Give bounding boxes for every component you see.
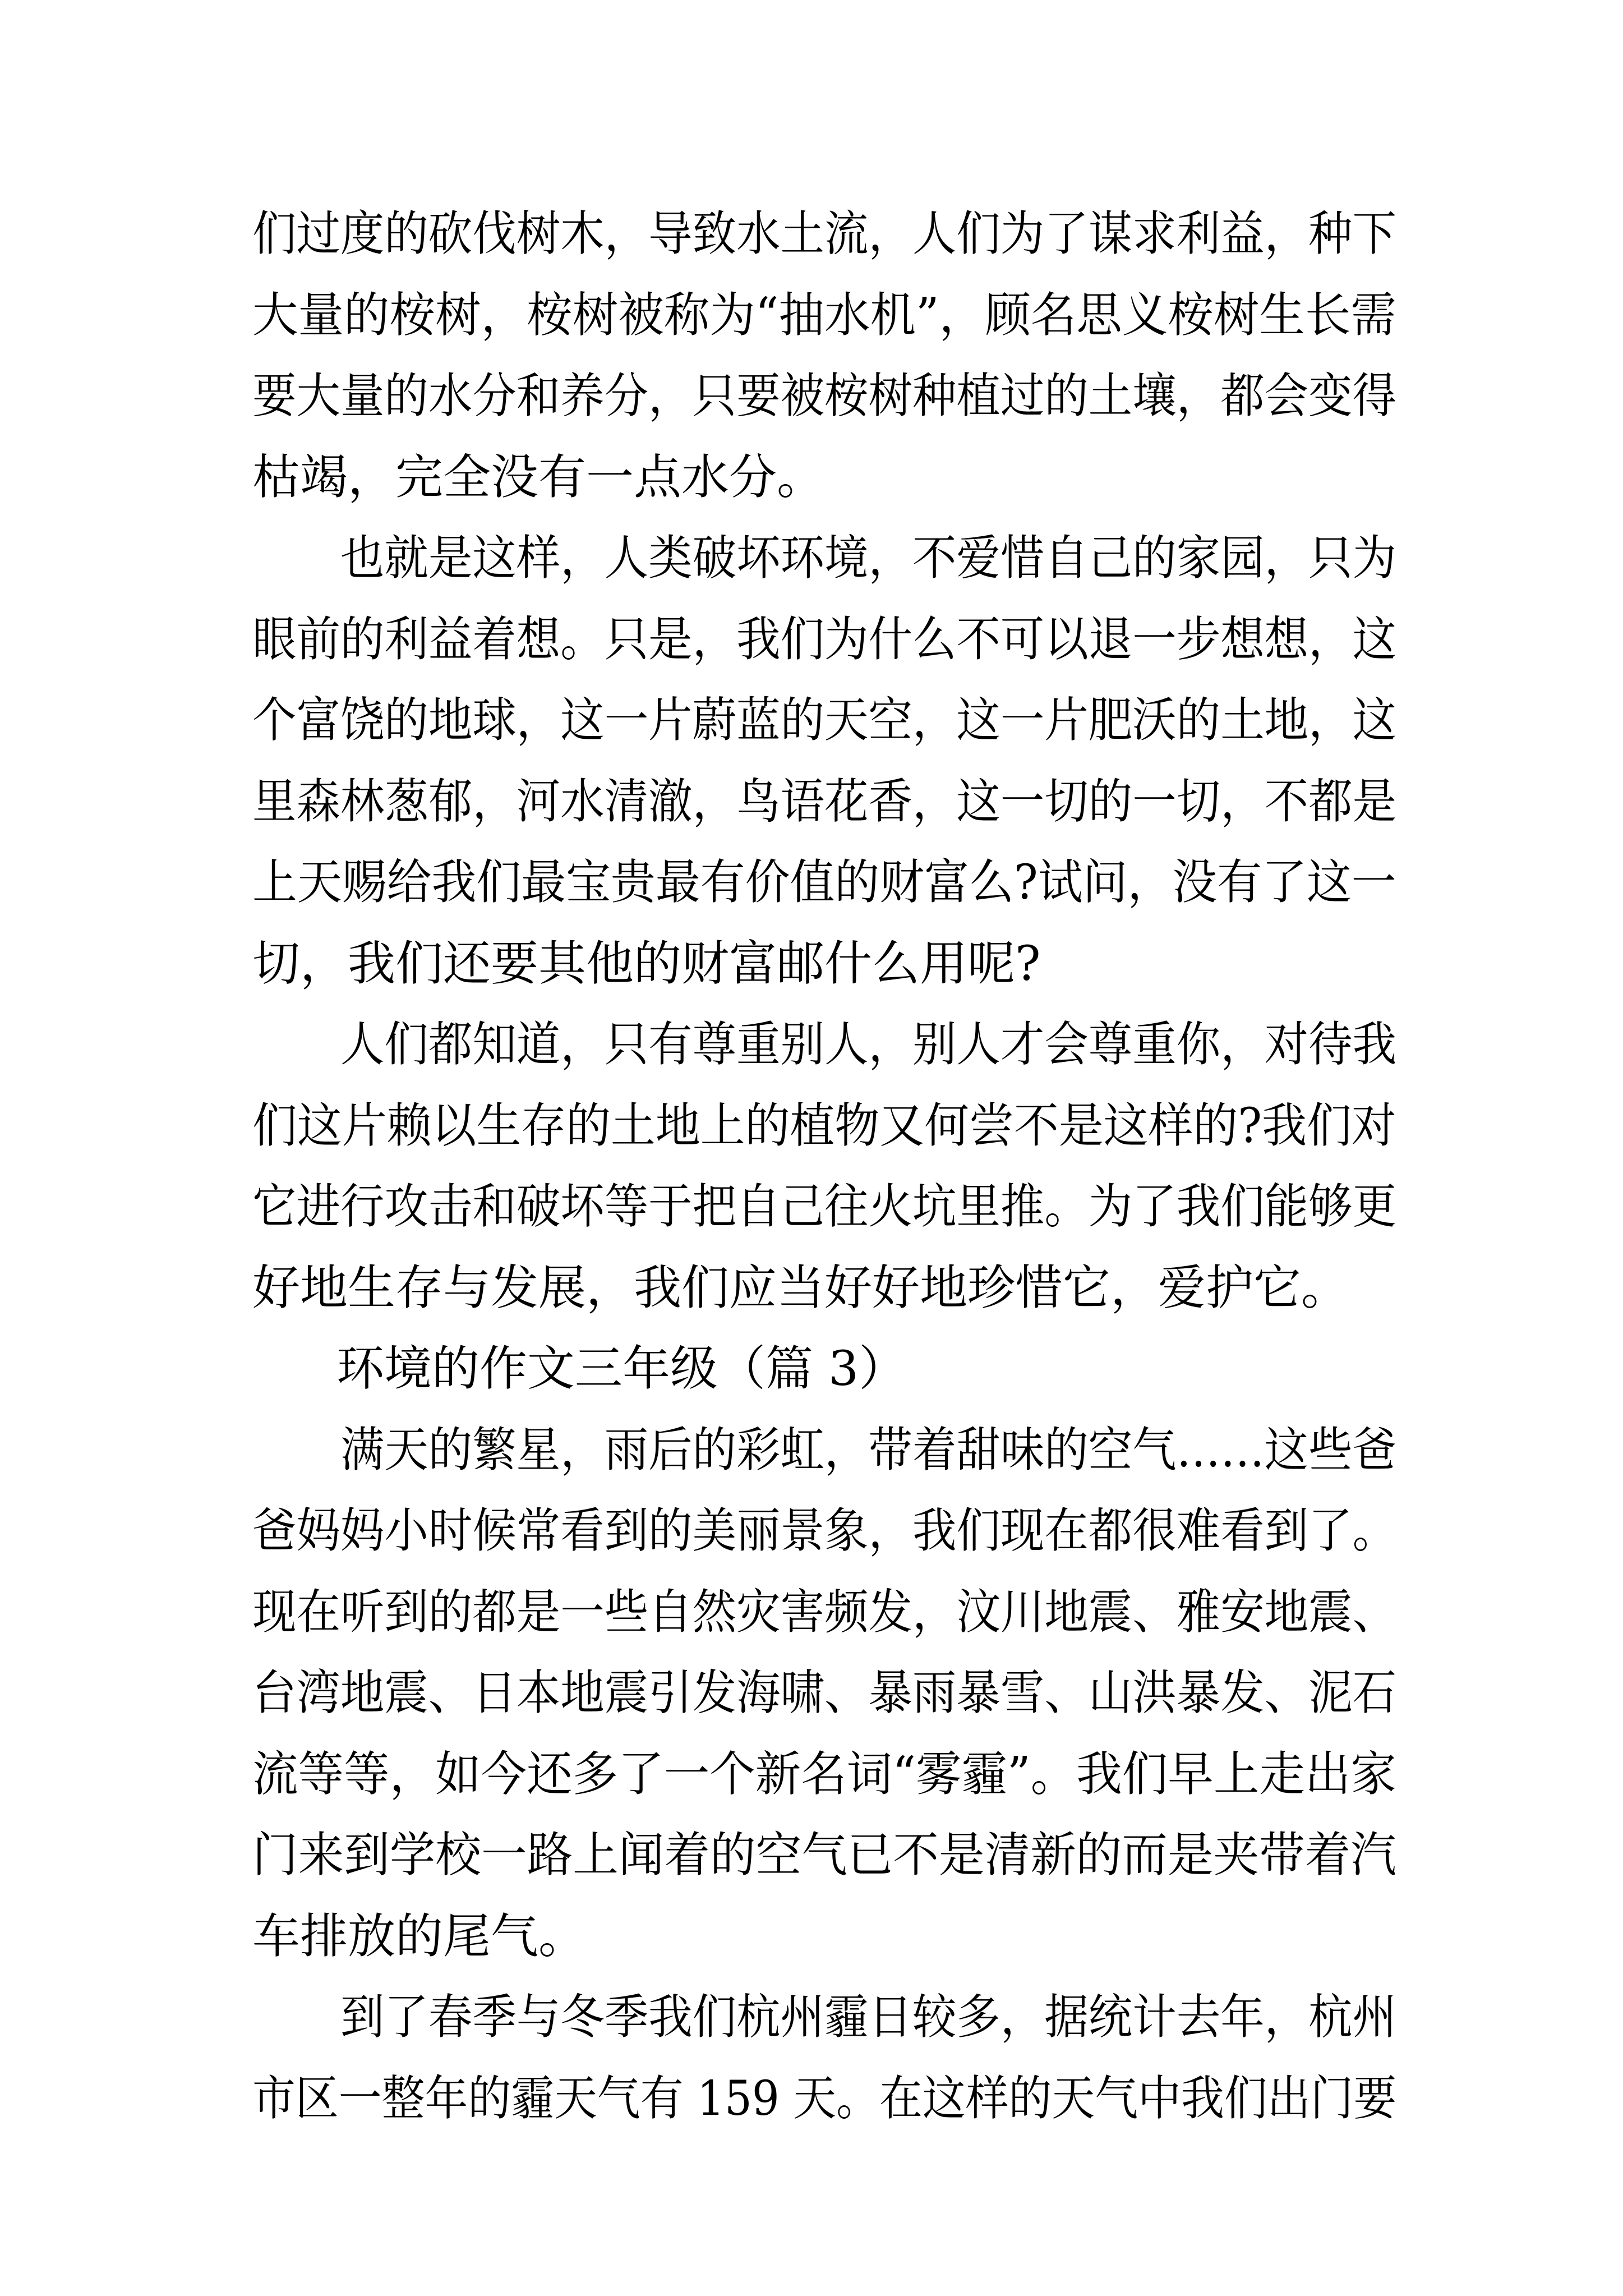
text-line: 要大量的水分和养分，只要被桉树种植过的土壤，都会变得 <box>252 369 1397 424</box>
text-line: 枯竭，完全没有一点水分。 <box>252 449 825 505</box>
text-line: 它进行攻击和破坏等于把自己往火坑里推。为了我们能够更 <box>252 1179 1397 1235</box>
text-line: 们这片赖以生存的土地上的植物又何尝不是这样的?我们对 <box>252 1098 1396 1154</box>
text-line: 好地生存与发展，我们应当好好地珍惜它，爱护它。 <box>252 1260 1349 1316</box>
text-line: 里森林葱郁，河水清澈，鸟语花香，这一切的一切，不都是 <box>252 774 1397 830</box>
text-line: 台湾地震、日本地震引发海啸、暴雨暴雪、山洪暴发、泥石 <box>252 1665 1397 1721</box>
document-body <box>252 194 1396 2139</box>
text-line: 流等等，如今还多了一个新名词“雾霾”。我们早上走出家 <box>252 1746 1396 1802</box>
text-line: 切，我们还要其他的财富邮什么用呢? <box>252 936 1041 992</box>
paragraph-first-line: 也就是这样，人类破坏环境，不爱惜自己的家园，只为 <box>340 531 1397 586</box>
text-line: 大量的桉树，桉树被称为“抽水机”，顾名思义桉树生长需 <box>252 287 1396 343</box>
paragraph-first-line: 到了春季与冬季我们杭州霾日较多，据统计去年，杭州 <box>340 1990 1397 2045</box>
text-line: 市区一整年的霾天气有 159 天。在这样的天气中我们出门要 <box>252 2070 1397 2127</box>
paragraph-first-line: 人们都知道，只有尊重别人，别人才会尊重你，对待我 <box>340 1017 1397 1073</box>
text-line: 个富饶的地球，这一片蔚蓝的天空，这一片肥沃的土地，这 <box>252 693 1397 748</box>
text-line: 门来到学校一路上闻着的空气已不是清新的而是夹带着汽 <box>252 1828 1397 1883</box>
text-line: 眼前的利益着想。只是，我们为什么不可以退一步想想，这 <box>252 611 1397 668</box>
paragraph-first-line: 满天的繁星，雨后的彩虹，带着甜味的空气……这些爸 <box>340 1422 1397 1478</box>
text-line: 爸妈妈小时候常看到的美丽景象，我们现在都很难看到了。 <box>252 1503 1397 1559</box>
text-line: 上天赐给我们最宝贵最有价值的财富么?试问，没有了这一 <box>252 855 1396 910</box>
text-line: 现在听到的都是一些自然灾害频发，汶川地震、雅安地震、 <box>252 1584 1397 1640</box>
text-line: 车排放的尾气。 <box>252 1908 587 1964</box>
section-heading: 环境的作文三年级（篇 3） <box>336 1341 907 1397</box>
text-line: 们过度的砍伐树木，导致水土流，人们为了谋求利益，种下 <box>252 206 1397 262</box>
